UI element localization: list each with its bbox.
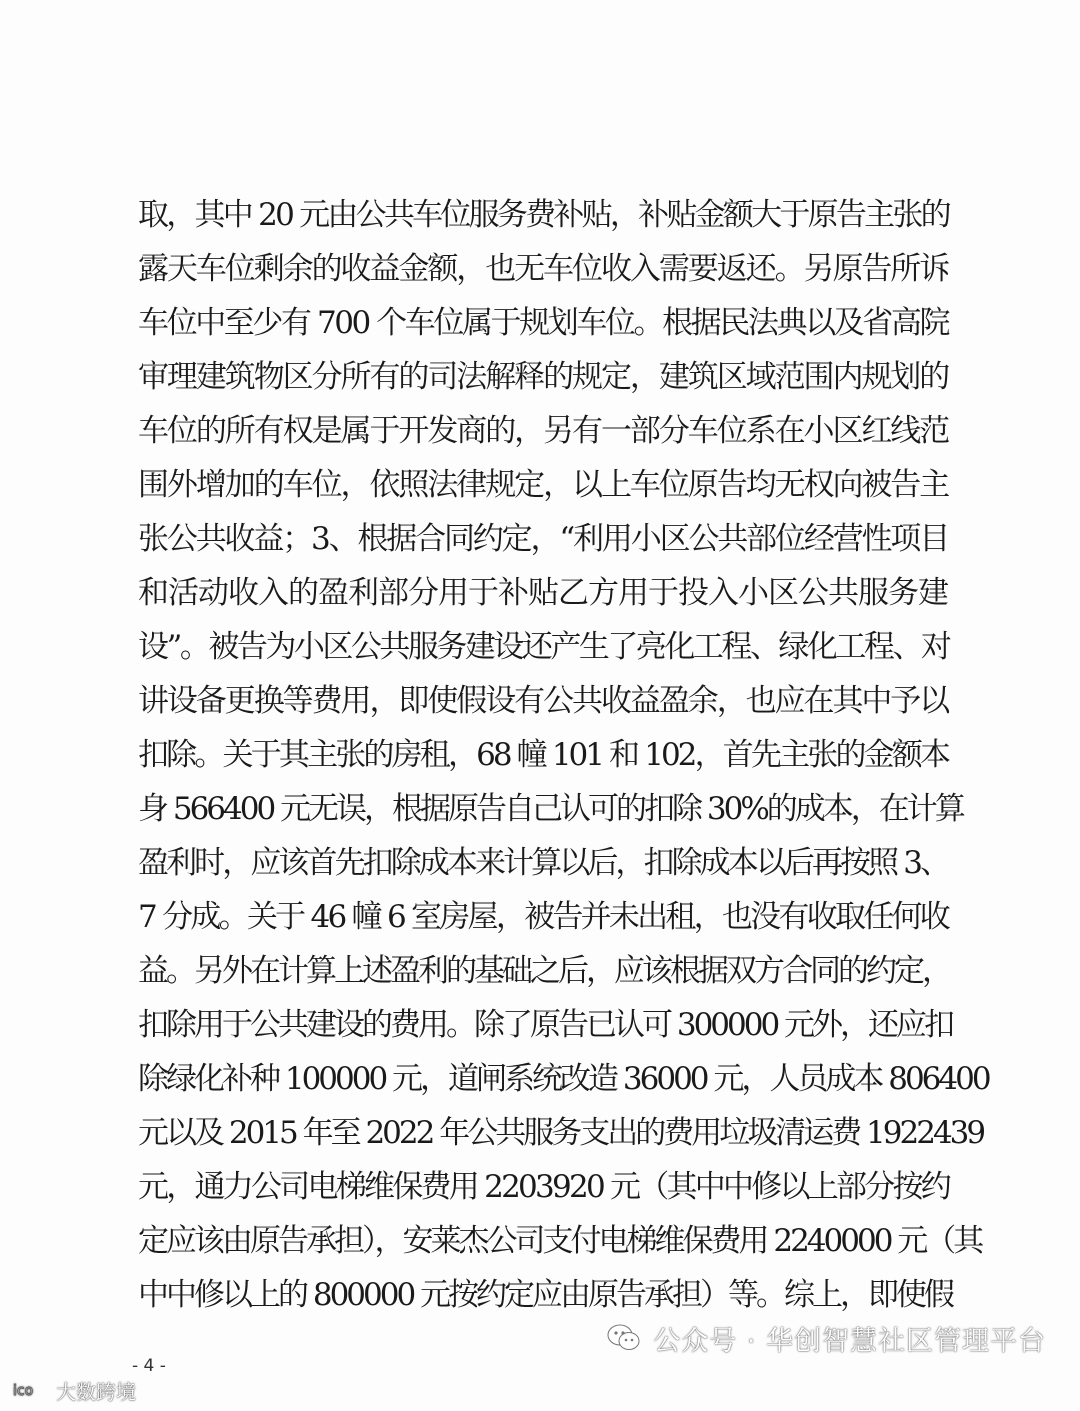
text-line: 露天车位剩余的收益金额，也无车位收入需要返还。另原告所诉 <box>138 251 948 287</box>
text-line: 张公共收益；3、根据合同约定，“利用小区公共部位经营性项目 <box>138 521 948 557</box>
text-line: 中中修以上的 800000 元按约定应由原告承担）等。综上，即使假 <box>138 1277 953 1313</box>
text-line: 盈利时，应该首先扣除成本来计算以后，扣除成本以后再按照 3、 <box>138 845 948 881</box>
text-line: 讲设备更换等费用，即使假设有公共收益盈余，也应在其中予以 <box>138 683 948 719</box>
text-line: 定应该由原告承担），安莱杰公司支付电梯维保费用 2240000 元（其 <box>138 1223 982 1259</box>
document-body <box>138 188 989 1322</box>
text-line: 元，通力公司电梯维保费用 2203920 元（其中中修以上部分按约 <box>138 1169 950 1205</box>
text-line: 和活动收入的盈利部分用于补贴乙方用于投入小区公共服务建 <box>138 575 948 611</box>
text-line: 审理建筑物区分所有的司法解释的规定，建筑区域范围内规划的 <box>138 359 948 395</box>
text-line: 扣除用于公共建设的费用。除了原告已认可 300000 元外，还应扣 <box>138 1007 953 1043</box>
text-line: 围外增加的车位，依照法律规定，以上车位原告均无权向被告主 <box>138 467 948 503</box>
text-line: 车位中至少有 700 个车位属于规划车位。根据民法典以及省高院 <box>138 305 948 341</box>
text-line: 元以及 2015 年至 2022 年公共服务支出的费用垃圾清运费 1922439 <box>138 1115 984 1151</box>
text-line: 设”。被告为小区公共服务建设还产生了亮化工程、绿化工程、对 <box>138 629 950 665</box>
wechat-watermark-text: 公众号 · 华创智慧社区管理平台 <box>653 1325 1046 1357</box>
wechat-icon <box>607 1323 641 1353</box>
text-line: 除绿化补种 100000 元，道闸系统改造 36000 元，人员成本 806400 <box>138 1061 989 1097</box>
text-line: 身 566400 元无误，根据原告自己认可的扣除 30%的成本，在计算 <box>138 791 963 827</box>
page-number: - 4 - <box>132 1356 166 1376</box>
text-line: 7 分成。关于 46 幢 6 室房屋，被告并未出租，也没有收取任何收 <box>138 899 948 935</box>
wechat-watermark <box>607 1318 1046 1358</box>
corner-watermark-text: 大数跨境 <box>56 1379 136 1404</box>
corner-watermark <box>12 1376 136 1404</box>
text-line: 扣除。关于其主张的房租，68 幢 101 和 102，首先主张的金额本 <box>138 737 948 773</box>
text-line: 益。另外在计算上述盈利的基础之后，应该根据双方合同的约定， <box>138 953 950 989</box>
text-line: 取，其中 20 元由公共车位服务费补贴，补贴金额大于原告主张的 <box>138 197 949 233</box>
svg-text:ico: ico <box>13 1383 34 1399</box>
logo-icon <box>12 1379 50 1401</box>
text-line: 车位的所有权是属于开发商的，另有一部分车位系在小区红线范 <box>138 413 948 449</box>
